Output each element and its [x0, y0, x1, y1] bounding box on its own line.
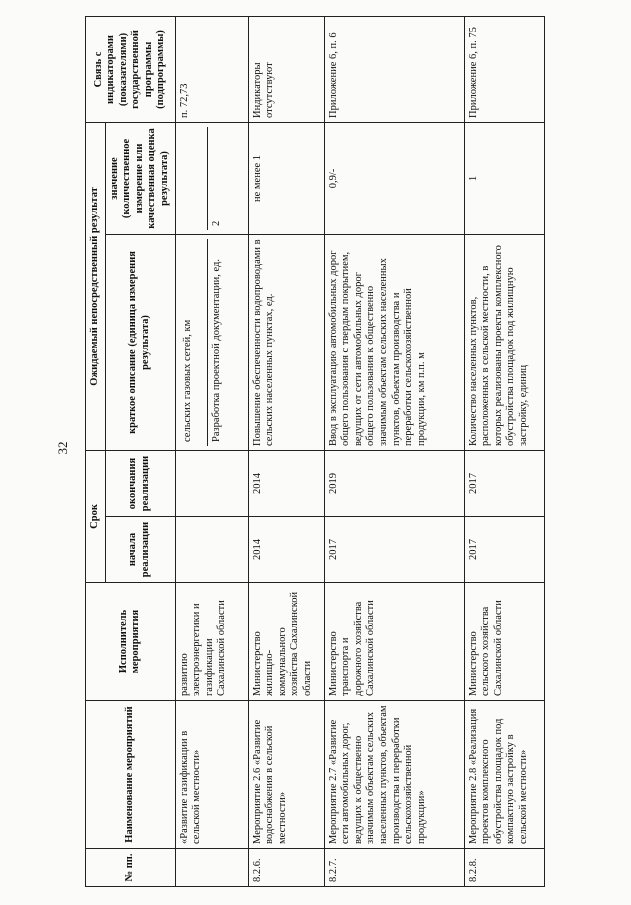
row-link: Приложение 6, п. 75	[464, 16, 544, 122]
table-row	[175, 16, 248, 886]
header-value: значение (количественное измерение или качественная оценка результата)	[105, 122, 175, 234]
row-value: не менее 1	[248, 122, 324, 234]
row-end: 2017	[464, 450, 544, 516]
row-value: 0,9/-	[324, 122, 464, 234]
row-executor: Министерство транспорта и дорожного хозяйства Сахалинской области	[324, 583, 464, 701]
row-num: 8.2.6.	[248, 849, 324, 887]
header-desc: краткое описание (единица измерения результата)	[105, 234, 175, 450]
row-name: Мероприятие 2.8 «Реализация проектов комплексного обустройства площадок под компактную застройку в сельской местности»	[464, 701, 544, 849]
row-num: 8.2.7.	[324, 849, 464, 887]
row-num: 8.2.8.	[464, 849, 544, 887]
page-number: 32	[55, 441, 70, 455]
row-start: 2017	[464, 517, 544, 583]
row-value: 1	[464, 122, 544, 234]
row-num	[175, 849, 248, 887]
row-name: «Развитие газификации в сельской местности»	[175, 701, 248, 849]
row-value-part-2: 2	[207, 127, 245, 230]
row-desc: Ввод в эксплуатацию автомобильных дорог общего пользования с твердым покрытием, ведущих от сети автомобильных дорог общего пользования к общественно значимым объектам сельских населенных пунктов, объектам производства и переработки сельскохозяйственной продукции, км п.п. м	[324, 234, 464, 450]
row-value	[175, 122, 248, 234]
row-executor: Министерство сельского хозяйства Сахалинской области	[464, 583, 544, 701]
header-executor: Исполнитель мероприятия	[86, 583, 176, 701]
header-term-end: окончания реализации	[105, 450, 175, 516]
header-term: Срок	[86, 450, 106, 582]
header-name: Наименование мероприятий	[86, 701, 176, 849]
row-executor: развитию электроэнергетики и газификации Сахалинской области	[175, 583, 248, 701]
row-name: Мероприятие 2.7 «Развитие сети автомобильных дорог, ведущих к общественно значимым объектам сельских населенных пунктов, объектам производства и переработки сельскохозяйственной продукции»	[324, 701, 464, 849]
row-link: Приложение 6, п. 6	[324, 16, 464, 122]
row-link: п. 72,73	[175, 16, 248, 122]
header-row-1	[86, 16, 106, 886]
header-num: № пп.	[86, 849, 176, 887]
row-start	[175, 517, 248, 583]
row-desc	[175, 234, 248, 450]
header-term-start: начала реализации	[105, 517, 175, 583]
row-end: 2014	[248, 450, 324, 516]
header-link: Связь с индикаторами (показателями) государственной программы (подпрограммы)	[86, 16, 176, 122]
header-expected: Ожидаемый непосредственный результат	[86, 122, 106, 450]
row-desc-part-1: сельских газовых сетей, км	[181, 319, 193, 442]
table-row	[324, 16, 464, 886]
row-desc: Количество населенных пунктов, расположенных в сельской местности, в которых реализованы проекты комплексного обустройства площадок под жилищную застройку, единиц	[464, 234, 544, 450]
table-row	[464, 16, 544, 886]
row-executor: Министерство жилищно-коммунального хозяйства Сахалинской области	[248, 583, 324, 701]
rotated-page	[85, 17, 545, 887]
measures-table	[85, 16, 545, 887]
row-name: Мероприятие 2.6 «Развитие водоснабжения в сельской местности»	[248, 701, 324, 849]
row-link: Индикаторы отсутствуют	[248, 16, 324, 122]
row-start: 2017	[324, 517, 464, 583]
row-start: 2014	[248, 517, 324, 583]
row-end	[175, 450, 248, 516]
row-end: 2019	[324, 450, 464, 516]
row-desc: Повышение обеспеченности водопроводами в сельских населенных пунктах, ед.	[248, 234, 324, 450]
row-value-part-1	[179, 127, 207, 230]
table-row	[248, 16, 324, 886]
row-desc-part-2: Разработка проектной документации, ед.	[207, 239, 227, 446]
